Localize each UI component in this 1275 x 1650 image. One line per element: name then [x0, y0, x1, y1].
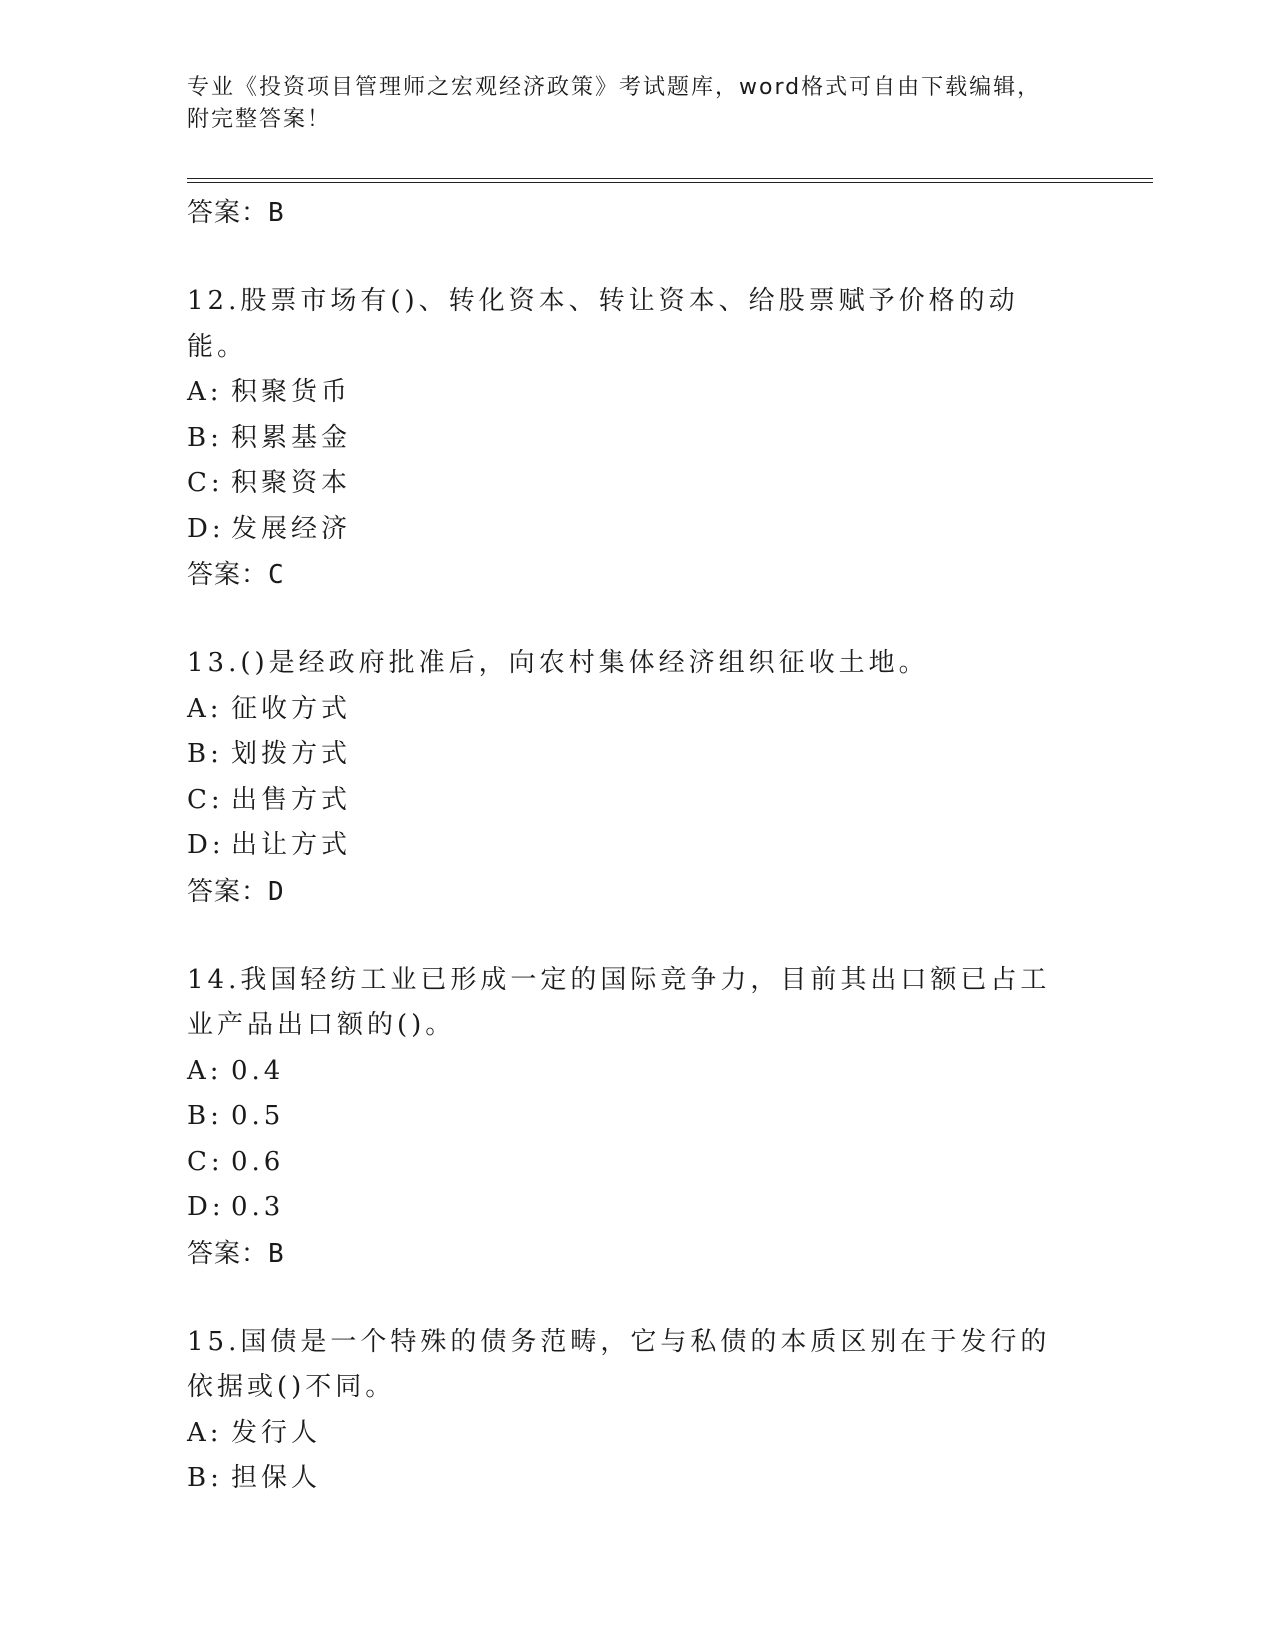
option-b	[187, 1456, 1087, 1502]
document-header	[187, 72, 1087, 136]
question-stem: 13.()是经政府批准后，向农村集体经济组织征收土地。	[187, 648, 929, 678]
option-text: 担保人	[231, 1463, 322, 1493]
option-text: 划拨方式	[231, 739, 352, 769]
answer-value: D	[268, 876, 285, 907]
answer-prefix: 答案：	[187, 198, 269, 228]
question-stem: 15.国债是一个特殊的债务范畴，它与私债的本质区别在于发行的依据或()不同。	[187, 1326, 1051, 1402]
answer-prefix: 答案：	[187, 1238, 269, 1269]
question-item	[187, 641, 1087, 915]
option-key: B:	[187, 1101, 223, 1131]
option-key: D:	[187, 513, 225, 544]
option-key: B:	[187, 422, 223, 453]
option-a	[187, 1411, 1087, 1457]
option-d	[187, 823, 1087, 869]
option-text: 积聚货币	[231, 377, 352, 407]
answer-line	[187, 1231, 1087, 1277]
answer-line	[187, 552, 1087, 598]
option-text: 发行人	[231, 1417, 322, 1448]
option-a	[187, 687, 1087, 733]
option-text: 积聚资本	[231, 468, 352, 498]
question-stem: 14.我国轻纺工业已形成一定的国际竞争力，目前其出口额已占工业产品出口额的()。	[187, 964, 1051, 1040]
option-c	[187, 1140, 1087, 1186]
answer-prefix: 答案：	[187, 876, 269, 907]
option-text: 出让方式	[231, 830, 352, 860]
option-text: 0.4	[231, 1055, 285, 1086]
question-item	[187, 279, 1087, 598]
option-text: 0.5	[231, 1101, 285, 1131]
question-stem: 12.股票市场有()、转化资本、转让资本、给股票赋予价格的动能。	[187, 286, 1019, 362]
answer-line	[187, 190, 1087, 236]
option-key: D:	[187, 1192, 225, 1222]
header-divider	[187, 178, 1153, 183]
header-line-2: 附完整答案！	[187, 107, 332, 132]
option-a	[187, 1049, 1087, 1095]
answer-value: B	[268, 198, 285, 228]
option-c	[187, 461, 1087, 507]
question-list	[187, 190, 1087, 1502]
option-text: 征收方式	[231, 693, 352, 724]
option-text: 积累基金	[231, 422, 352, 453]
option-c	[187, 778, 1087, 824]
option-key: D:	[187, 830, 225, 860]
header-line-1: 专业《投资项目管理师之宏观经济政策》考试题库，word格式可自由下载编辑，	[187, 75, 1042, 100]
option-text: 出售方式	[231, 784, 352, 815]
option-key: B:	[187, 739, 223, 769]
option-d	[187, 507, 1087, 553]
option-key: A:	[187, 1417, 223, 1448]
option-a	[187, 370, 1087, 416]
answer-value: B	[268, 1238, 285, 1269]
option-key: A:	[187, 693, 223, 724]
option-text: 0.6	[231, 1146, 285, 1177]
answer-prefix: 答案：	[187, 560, 269, 590]
option-d	[187, 1185, 1087, 1231]
option-key: C:	[187, 468, 224, 498]
option-text: 0.3	[231, 1192, 285, 1222]
option-key: A:	[187, 1055, 223, 1086]
question-item	[187, 958, 1087, 1277]
option-text: 发展经济	[231, 513, 352, 544]
option-b	[187, 1094, 1087, 1140]
option-b	[187, 732, 1087, 778]
option-key: A:	[187, 377, 223, 407]
question-item	[187, 1320, 1087, 1502]
option-b	[187, 416, 1087, 462]
option-key: C:	[187, 1146, 224, 1177]
answer-value: C	[268, 560, 285, 590]
option-key: B:	[187, 1463, 223, 1493]
option-key: C:	[187, 784, 224, 815]
answer-line	[187, 869, 1087, 915]
